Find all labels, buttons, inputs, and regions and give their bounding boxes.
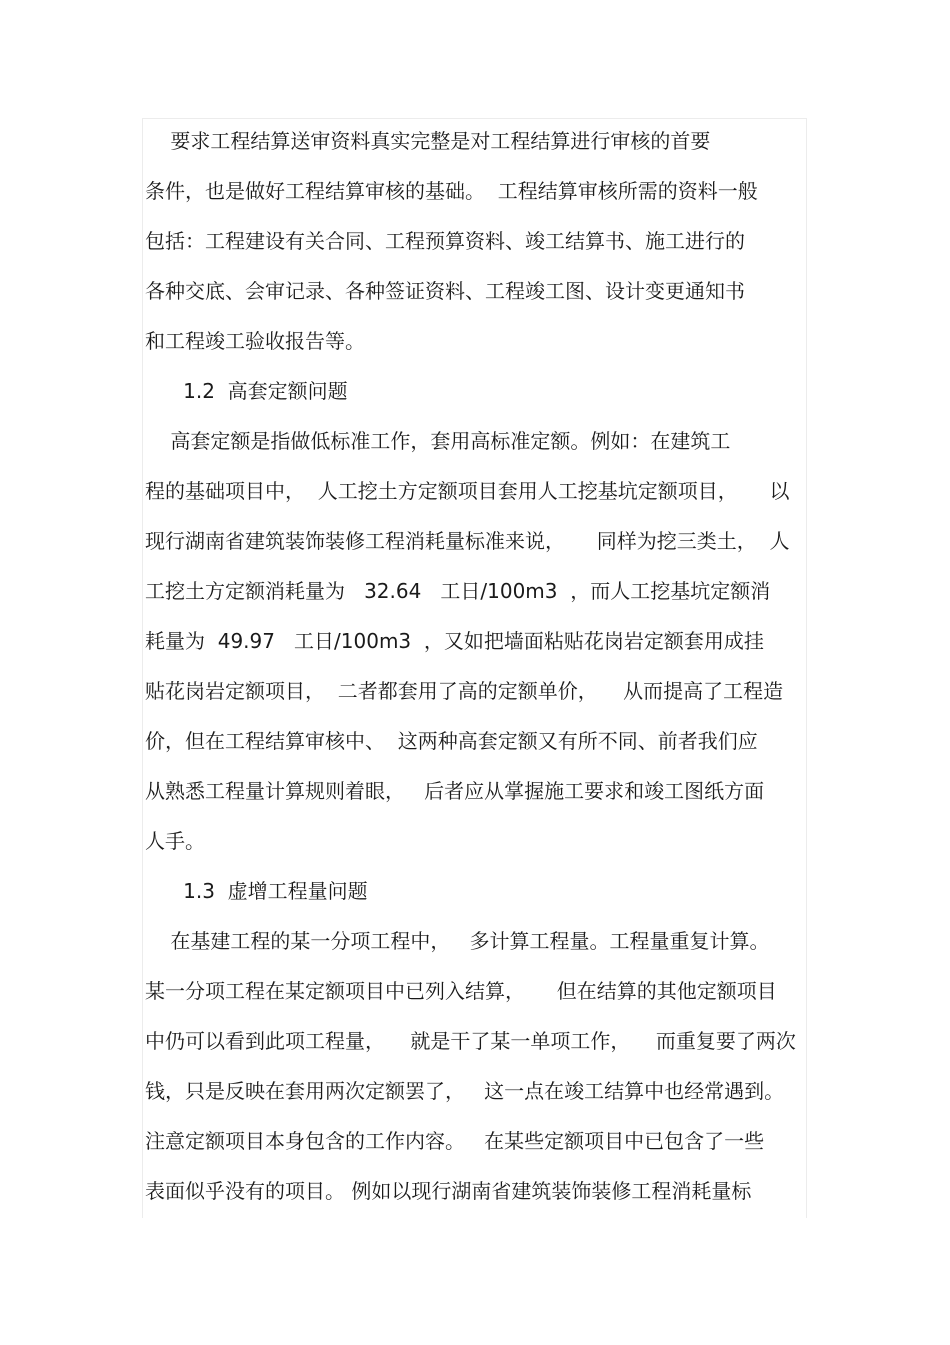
text-line: 工挖土方定额消耗量为 32.64 工日/100m3 ，而人工挖基坑定额消 — [145, 579, 771, 603]
text-line: 价，但在工程结算审核中、 这两种高套定额又有所不同、前者我们应 — [145, 729, 758, 753]
text-line: 高套定额是指做低标准工作，套用高标准定额。例如：在建筑工 — [145, 429, 731, 453]
text-line: 和工程竣工验收报告等。 — [145, 329, 365, 353]
text-line: 钱，只是反映在套用两次定额罢了， 这一点在竣工结算中也经常遇到。 — [145, 1079, 785, 1103]
text-line: 各种交底、会审记录、各种签证资料、工程竣工图、设计变更通知书 — [145, 279, 745, 303]
text-line: 要求工程结算送审资料真实完整是对工程结算进行审核的首要 — [145, 129, 711, 153]
text-line: 条件，也是做好工程结算审核的基础。 工程结算审核所需的资料一般 — [145, 179, 758, 203]
section-heading: 1.2 高套定额问题 — [145, 379, 348, 403]
section-heading: 1.3 虚增工程量问题 — [145, 879, 368, 903]
text-line: 中仍可以看到此项工程量， 就是干了某一单项工作， 而重复要了两次 — [145, 1029, 796, 1053]
text-line: 包括：工程建设有关合同、工程预算资料、竣工结算书、施工进行的 — [145, 229, 745, 253]
text-line: 注意定额项目本身包含的工作内容。 在某些定额项目中已包含了一些 — [145, 1129, 765, 1153]
text-line: 在基建工程的某一分项工程中， 多计算工程量。工程量重复计算。 — [145, 929, 770, 953]
text-line: 现行湖南省建筑装饰装修工程消耗量标准来说， 同样为挖三类土， 人 — [145, 529, 790, 553]
text-line: 从熟悉工程量计算规则着眼， 后者应从掌握施工要求和竣工图纸方面 — [145, 779, 765, 803]
text-line: 程的基础项目中， 人工挖土方定额项目套用人工挖基坑定额项目， 以 — [145, 479, 790, 503]
text-line: 耗量为 49.97 工日/100m3 ，又如把墙面粘贴花岗岩定额套用成挂 — [145, 629, 764, 653]
text-line: 贴花岗岩定额项目， 二者都套用了高的定额单价， 从而提高了工程造 — [145, 679, 784, 703]
text-line: 表面似乎没有的项目。 例如以现行湖南省建筑装饰装修工程消耗量标 — [145, 1179, 752, 1203]
text-line: 某一分项工程在某定额项目中已列入结算， 但在结算的其他定额项目 — [145, 979, 777, 1003]
text-line: 人手。 — [145, 829, 205, 853]
